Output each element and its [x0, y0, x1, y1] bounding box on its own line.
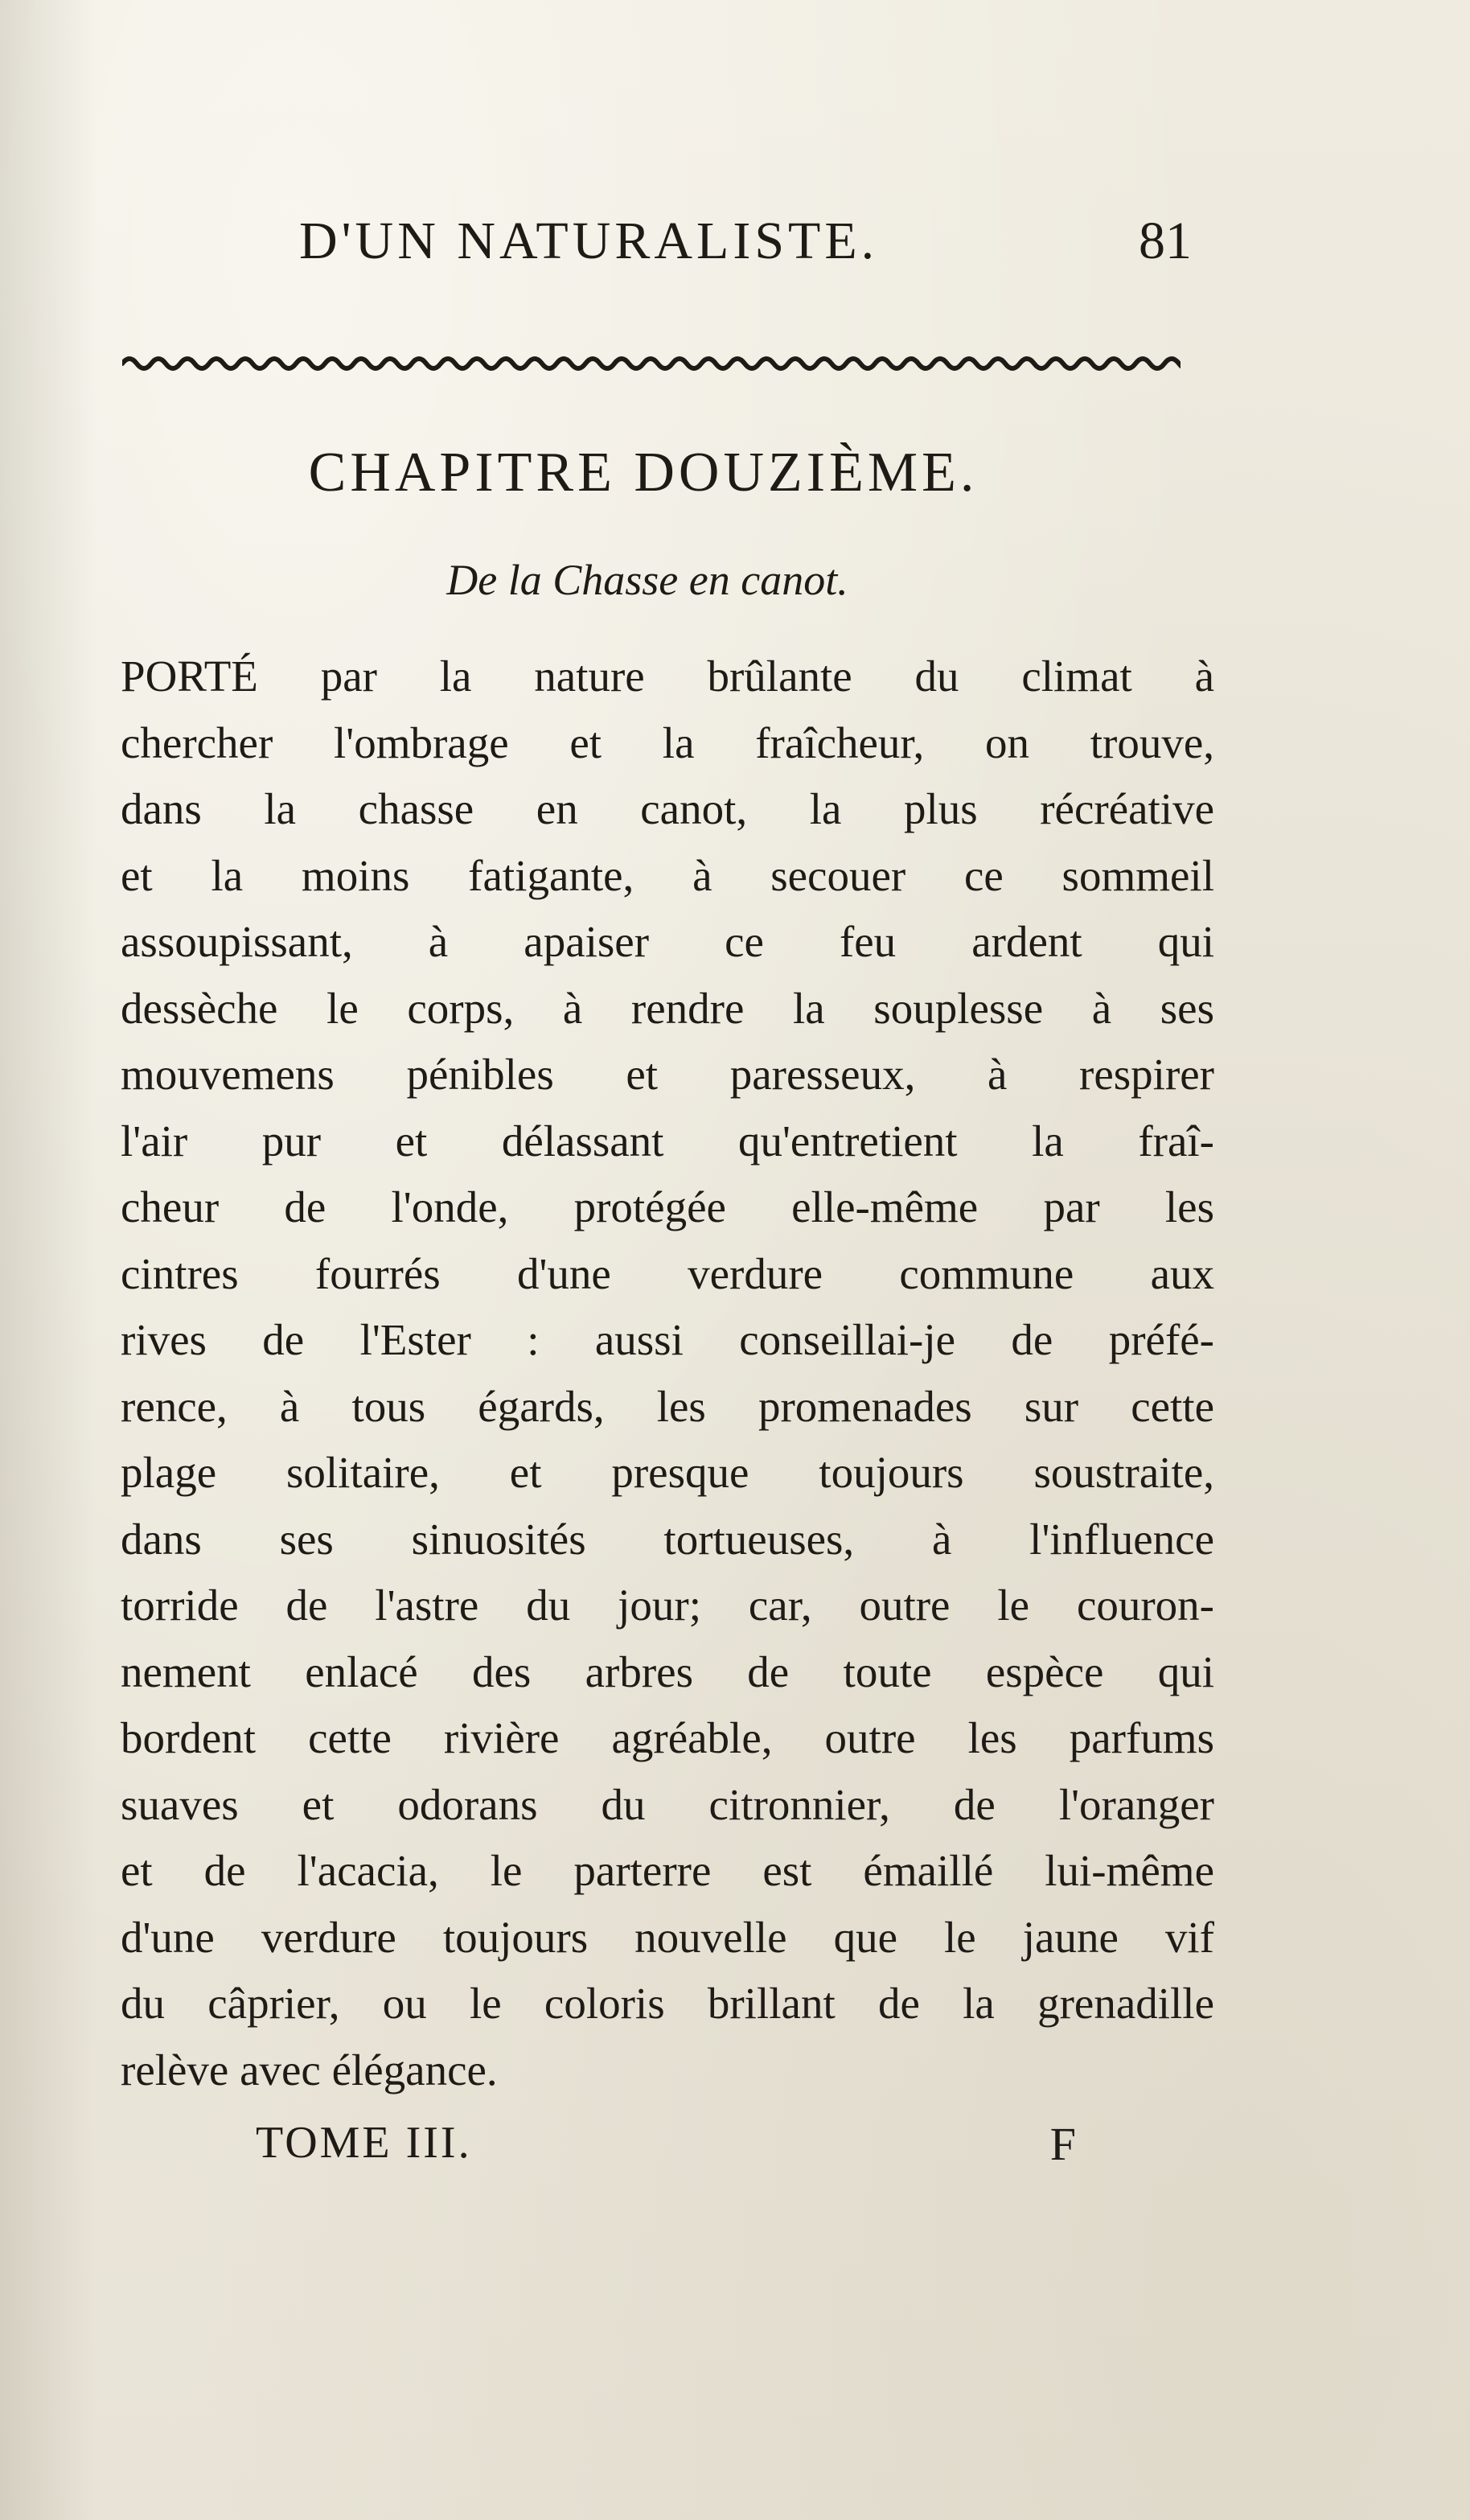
page-number: 81 — [1139, 212, 1192, 270]
text-line: rives de l'Ester : aussi conseillai-je de préfé- — [121, 1315, 1214, 1364]
text-line: cheur de l'onde, protégée elle-même par les — [121, 1182, 1214, 1231]
text-line: chercher l'ombrage et la fraîcheur, on trouve, — [121, 717, 1214, 767]
chapter-subtitle: De la Chasse en canot. — [446, 556, 848, 604]
chapter-title: CHAPITRE DOUZIÈME. — [308, 442, 979, 504]
text-line: torride de l'astre du jour; car, outre le couron- — [121, 1581, 1214, 1630]
text-line: bordent cette rivière agréable, outre les parfums — [121, 1713, 1214, 1762]
signature-mark: F — [1049, 2118, 1076, 2170]
ornamental-rule — [122, 347, 1181, 380]
running-title: D'UN NATURALISTE. — [299, 212, 879, 270]
page-footer — [256, 2117, 1076, 2181]
text-line: dessèche le corps, à rendre la souplesse à ses — [121, 983, 1214, 1033]
text-line: dans la chasse en canot, la plus récréative — [121, 784, 1214, 833]
text-line: l'air pur et délassant qu'entretient la fraî- — [121, 1116, 1214, 1165]
text-line: plage solitaire, et presque toujours soustraite, — [121, 1448, 1214, 1497]
text-line: du câprier, ou le coloris brillant de la grenadille — [121, 1979, 1214, 2028]
text-line: et de l'acacia, le parterre est émaillé lui-même — [121, 1846, 1214, 1895]
volume-label: TOME III. — [256, 2118, 472, 2168]
text-line: rence, à tous égards, les promenades sur cette — [121, 1381, 1214, 1431]
text-line: mouvemens pénibles et paresseux, à respirer — [121, 1050, 1214, 1099]
spine-shadow — [0, 0, 96, 2520]
text-line: cintres fourrés d'une verdure commune aux — [121, 1248, 1214, 1298]
text-line: PORTÉ par la nature brûlante du climat à — [121, 652, 1214, 701]
text-line: relève avec élégance. — [121, 2045, 498, 2095]
text-line: suaves et odorans du citronnier, de l'oranger — [121, 1779, 1214, 1829]
text-line: assoupissant, à apaiser ce feu ardent qui — [121, 917, 1214, 966]
text-line: d'une verdure toujours nouvelle que le jaune vif — [121, 1912, 1214, 1962]
body-text — [121, 643, 1214, 2103]
text-line: dans ses sinuosités tortueuses, à l'influence — [121, 1514, 1214, 1564]
text-line: nement enlacé des arbres de toute espèce qui — [121, 1646, 1214, 1696]
running-head — [299, 211, 1192, 283]
text-line: et la moins fatigante, à secouer ce sommeil — [121, 850, 1214, 900]
